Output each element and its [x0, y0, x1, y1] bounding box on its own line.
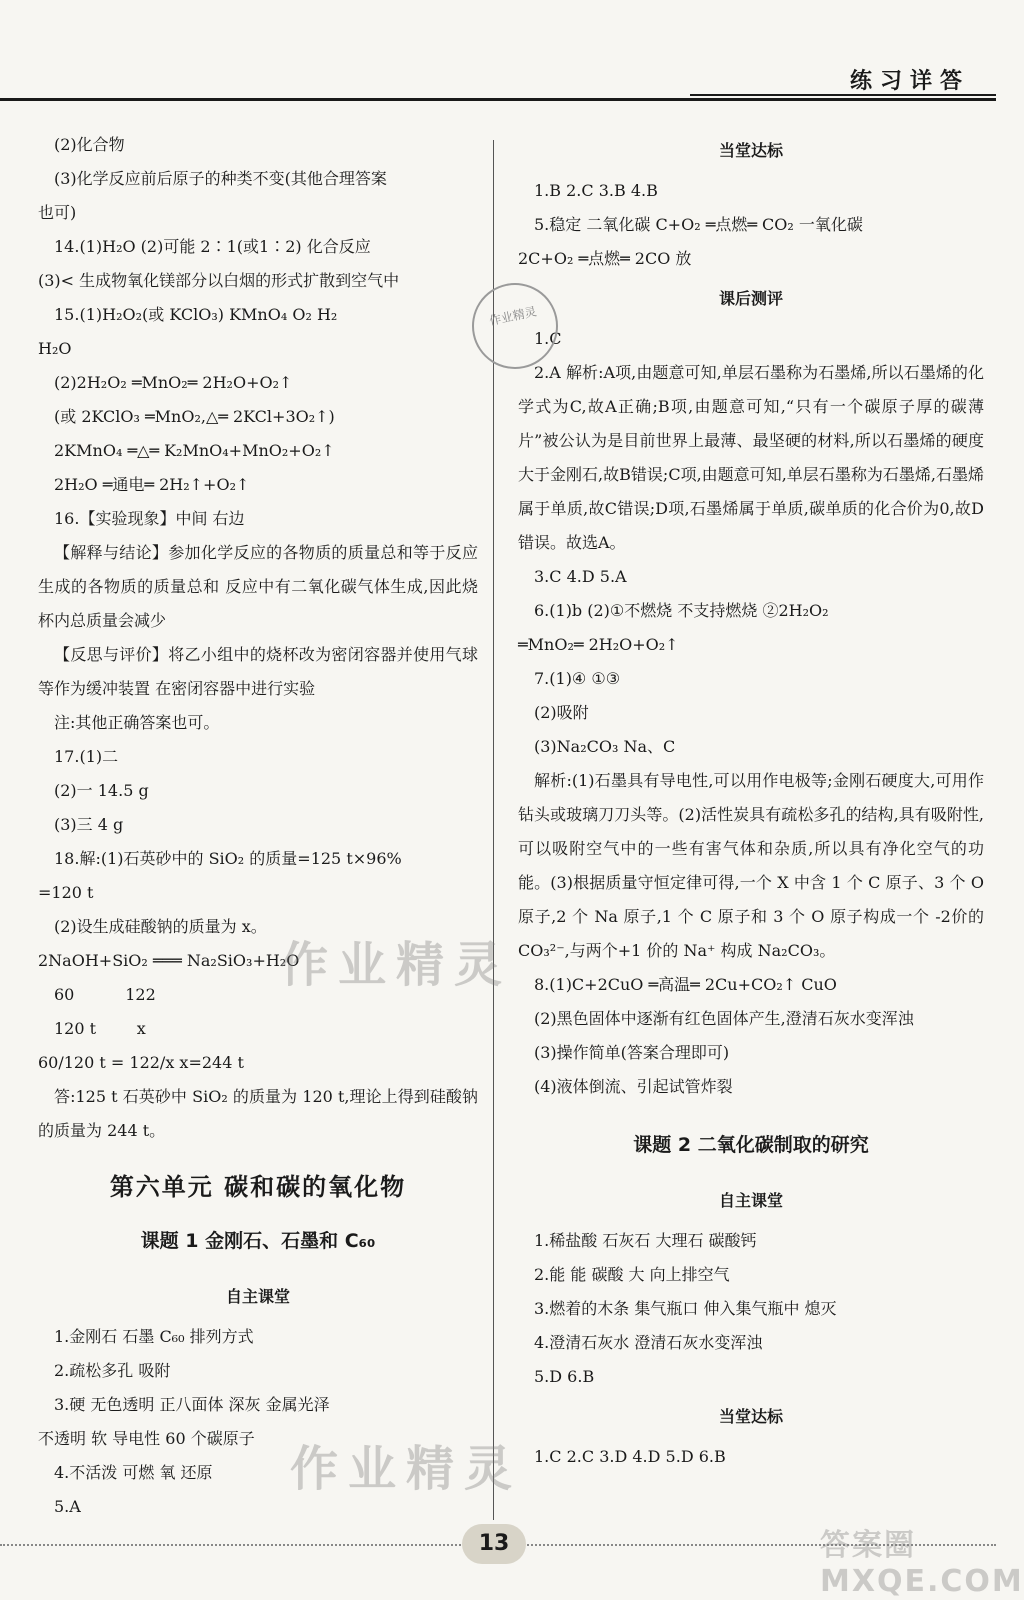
answer-17: 17.(1)二 — [54, 747, 119, 766]
equation: 2NaOH+SiO₂ ═══ Na₂SiO₃+H₂O — [38, 951, 300, 970]
answer-line: (2)黑色固体中逐渐有红色固体产生,澄清石灰水变浑浊 — [534, 1009, 914, 1028]
answer-explanation: 解析:(1)石墨具有导电性,可以用作电极等;金刚石硬度大,可用作钻头或玻璃刀刀头等。(2)活性炭具有疏松多孔的结构,具有吸附性,可以吸附空气中的一些有害气体和杂质,所以具有净化空气的功能。(3)根据质量守恒定律可得,一个 X 中含 1 个 C 原子、3 个 O 原子,2 个 Na 原子,1 个 C 原子和 3 个 O 原子构成一个 -2价的 CO₃²⁻,与两个+1 价的 Na⁺ 构成 Na₂CO₃。 — [518, 771, 984, 960]
equation: (2)2H₂O₂ ═MnO₂═ 2H₂O+O₂↑ — [54, 373, 293, 392]
right-column — [518, 128, 984, 1474]
answer-line: 1.金刚石 石墨 C₆₀ 排列方式 — [54, 1327, 254, 1346]
equation: 2H₂O ═通电═ 2H₂↑+O₂↑ — [54, 475, 250, 494]
calc-row: 120 t x — [54, 1019, 146, 1038]
answer-line: 7.(1)④ ①③ — [534, 669, 621, 688]
answer-18-conclusion: 答:125 t 石英砂中 SiO₂ 的质量为 120 t,理论上得到硅酸钠的质量为 244 t。 — [38, 1087, 478, 1140]
answer-16-note: 注:其他正确答案也可。 — [54, 713, 220, 732]
answer-17-2: (2)一 14.5 g — [54, 781, 149, 800]
section-heading: 自主课堂 — [718, 1191, 783, 1210]
answer-line: 5.A — [54, 1497, 81, 1516]
section-heading: 当堂达标 — [718, 141, 783, 160]
lesson-title: 课题 1 金刚石、石墨和 C₆₀ — [140, 1230, 376, 1252]
answer-line: 8.(1)C+2CuO ═高温═ 2Cu+CO₂↑ CuO — [534, 975, 837, 994]
answer-line: 也可) — [38, 203, 77, 222]
section-heading: 自主课堂 — [225, 1287, 290, 1306]
equation: 2KMnO₄ ═△═ K₂MnO₄+MnO₂+O₂↑ — [54, 441, 335, 460]
equation: (或 2KClO₃ ═MnO₂,△═ 2KCl+3O₂↑) — [54, 407, 335, 426]
section-heading: 当堂达标 — [718, 1407, 783, 1426]
answer-line: (3)操作简单(答案合理即可) — [534, 1043, 730, 1062]
answer-14: 14.(1)H₂O (2)可能 2∶1(或1∶2) 化合反应 — [54, 237, 371, 256]
answer-line: 3.燃着的木条 集气瓶口 伸入集气瓶中 熄灭 — [534, 1299, 837, 1318]
answer-15-cont: H₂O — [38, 339, 72, 358]
answer-line: 1.C — [534, 329, 562, 348]
answer-line: 4.不活泼 可燃 氧 还原 — [54, 1463, 213, 1482]
answer-line: (3)化学反应前后原子的种类不变(其他合理答案 — [54, 169, 387, 188]
watermark: 作业精灵 — [290, 1441, 523, 1497]
stamp-logo: 作业精灵 — [464, 275, 566, 377]
lesson-title: 课题 2 二氧化碳制取的研究 — [633, 1134, 869, 1156]
answer-line: 2.能 能 碳酸 大 向上排空气 — [534, 1265, 730, 1284]
answer-line: 4.澄清石灰水 澄清石灰水变浑浊 — [534, 1333, 763, 1352]
page-number: 13 — [462, 1524, 526, 1564]
answer-18-cont: =120 t — [38, 883, 94, 902]
answer-line: 6.(1)b (2)①不燃烧 不支持燃烧 ②2H₂O₂ — [534, 601, 829, 620]
answer-line: 2.疏松多孔 吸附 — [54, 1361, 171, 1380]
watermark: 答案圈 MXQE.COM — [820, 1528, 1024, 1599]
answer-line: (2)化合物 — [54, 135, 125, 154]
answer-16: 16.【实验现象】中间 右边 — [54, 509, 245, 528]
answer-17-3: (3)三 4 g — [54, 815, 124, 834]
answer-line: (2)吸附 — [534, 703, 589, 722]
page-header-title: 练习详答 — [849, 69, 970, 94]
answer-line: 1.C 2.C 3.D 4.D 5.D 6.B — [534, 1447, 726, 1466]
proportion: 60/120 t = 122/x x=244 t — [38, 1053, 244, 1072]
answer-18: 18.解:(1)石英砂中的 SiO₂ 的质量=125 t×96% — [54, 849, 402, 868]
left-column — [38, 128, 478, 1524]
watermark: 作业精灵 — [280, 937, 513, 993]
answer-line: 3.C 4.D 5.A — [534, 567, 627, 586]
answer-line: (4)液体倒流、引起试管炸裂 — [534, 1077, 733, 1096]
header-rule — [0, 98, 996, 101]
answer-explanation: 2.A 解析:A项,由题意可知,单层石墨称为石墨烯,所以石墨烯的化学式为C,故A正确;B项,由题意可知,“只有一个碳原子厚的碳薄片”被公认为是目前世界上最薄、最坚硬的材料,所以石墨烯的硬度大于金刚石,故B错误;C项,由题意可知,单层石墨称为石墨烯,石墨烯属于单质,故C错误;D项,石墨烯属于单质,碳单质的化合价为0,故D错误。故选A。 — [518, 363, 984, 552]
answer-line: 3.硬 无色透明 正八面体 深灰 金属光泽 — [54, 1395, 330, 1414]
answer-line: 5.稳定 二氧化碳 C+O₂ ═点燃═ CO₂ 一氧化碳 — [534, 215, 863, 234]
calc-row: 60 122 — [54, 985, 156, 1004]
answer-line: 1.稀盐酸 石灰石 大理石 碳酸钙 — [534, 1231, 757, 1250]
answer-line: 5.D 6.B — [534, 1367, 595, 1386]
answer-14-cont: (3)< 生成物氧化镁部分以白烟的形式扩散到空气中 — [38, 271, 400, 290]
answer-line: 2C+O₂ ═点燃═ 2CO 放 — [518, 249, 692, 268]
answer-15: 15.(1)H₂O₂(或 KClO₃) KMnO₄ O₂ H₂ — [54, 305, 338, 324]
section-heading: 课后测评 — [718, 289, 783, 308]
answer-16-explain: 【解释与结论】参加化学反应的各物质的质量总和等于反应生成的各物质的质量总和 反应中有二氧化碳气体生成,因此烧杯内总质量会减少 — [38, 543, 478, 630]
answer-line: (3)Na₂CO₃ Na、C — [534, 737, 676, 756]
answer-18-2: (2)设生成硅酸钠的质量为 x。 — [54, 917, 267, 936]
answer-line: 不透明 软 导电性 60 个碳原子 — [38, 1429, 255, 1448]
equation: ═MnO₂═ 2H₂O+O₂↑ — [518, 635, 679, 654]
answer-16-reflect: 【反思与评价】将乙小组中的烧杯改为密闭容器并使用气球等作为缓冲装置 在密闭容器中进行实验 — [38, 645, 478, 698]
unit-title: 第六单元 碳和碳的氧化物 — [109, 1173, 407, 1201]
answer-line: 1.B 2.C 3.B 4.B — [534, 181, 658, 200]
header-rule-thin — [690, 94, 996, 96]
